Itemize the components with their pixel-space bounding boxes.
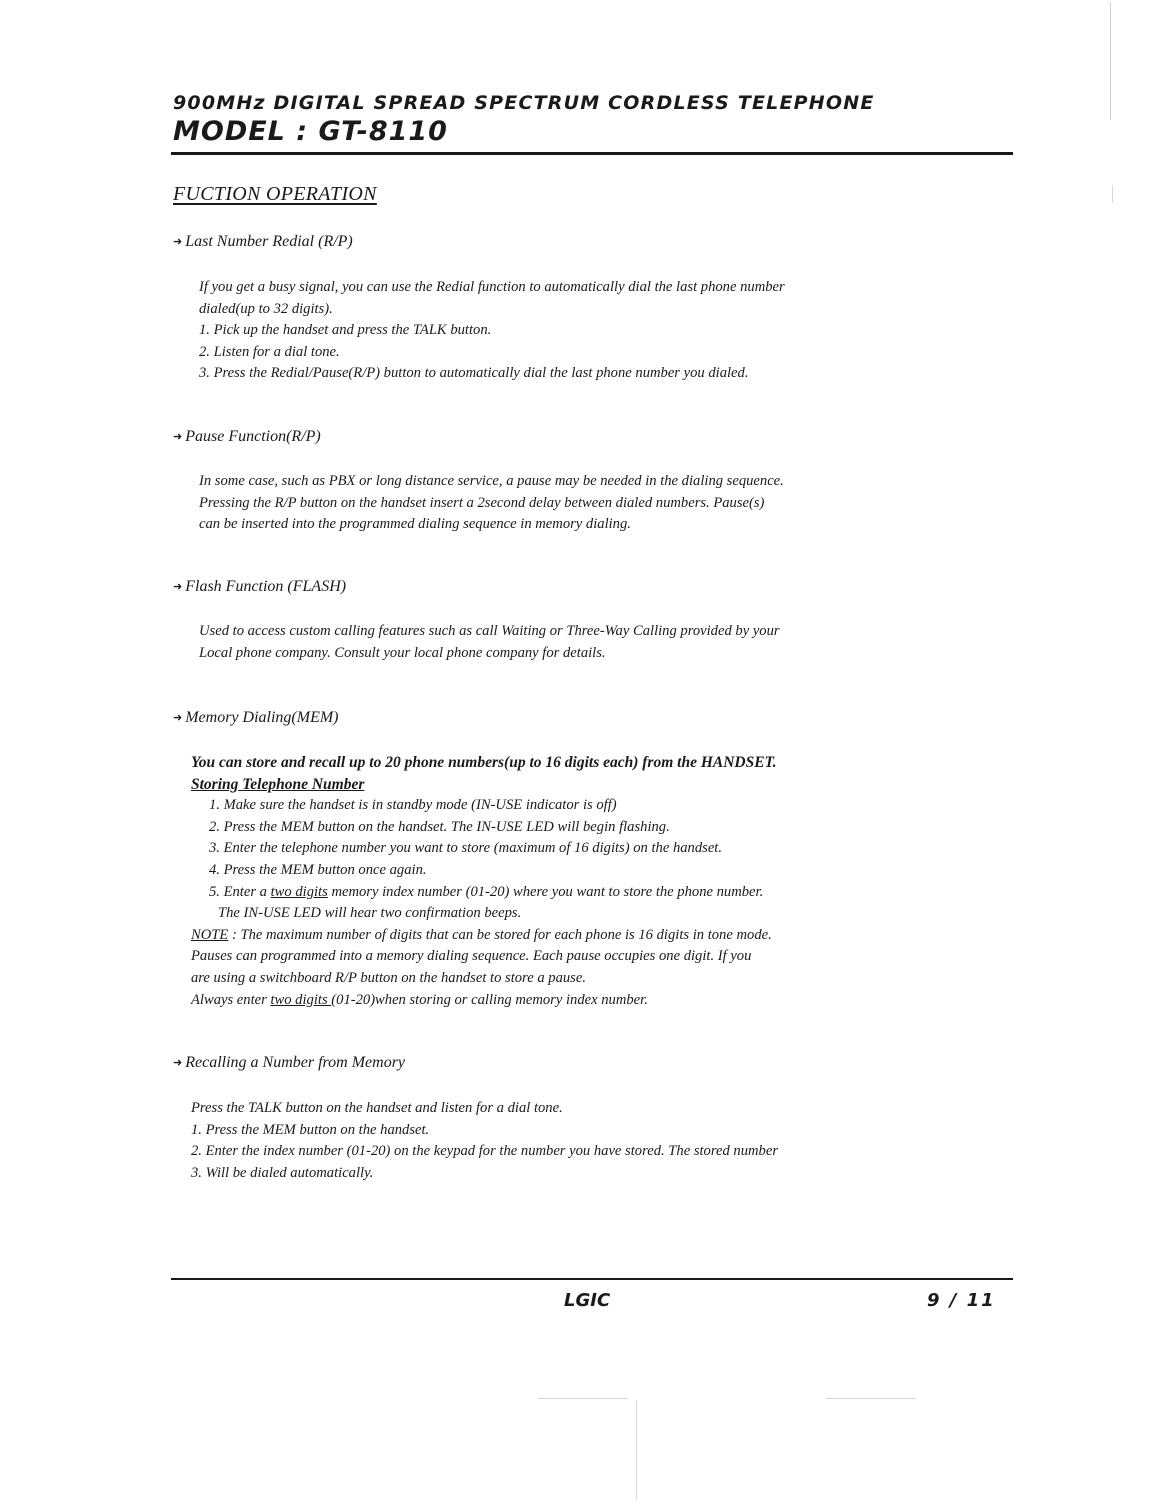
right-arrow-icon: ➜ [173,712,183,724]
memory-step: 2. Press the MEM button on the handset. The IN-USE LED will begin flashing. [209,818,670,835]
memory-always-note: Always enter two digits (01-20)when storing or calling memory index number. [191,991,648,1008]
recall-line: 3. Will be dialed automatically. [191,1164,374,1181]
heading-recall: ➜ Recalling a Number from Memory [173,1054,406,1071]
model-title: MODEL : GT-8110 [173,116,448,147]
recall-line: Press the TALK button on the handset and listen for a dial tone. [191,1100,563,1116]
memory-note-line: Pauses can programmed into a memory dialing sequence. Each pause occupies one digit. If you [191,948,752,965]
heading-redial: ➜ Last Number Redial (R/P) [173,233,353,250]
redial-body [199,277,785,385]
flash-line: Used to access custom calling features such as call Waiting or Three-Way Calling provided by your [199,623,780,639]
scan-speck [538,1398,628,1399]
product-title: 900MHz DIGITAL SPREAD SPECTRUM CORDLESS TELEPHONE [173,92,875,114]
storing-subheading: Storing Telephone Number [191,775,365,793]
footer-brand: LGIC [564,1290,611,1311]
redial-line: If you get a busy signal, you can use the Redial function to automatically dial the last phone number [199,279,785,295]
redial-line: 1. Pick up the handset and press the TALK button. [199,322,492,339]
memory-body [191,752,776,1011]
scan-speck [826,1398,916,1399]
header-rule [171,152,1013,155]
page-number: 9 / 11 [927,1290,996,1311]
right-arrow-icon: ➜ [173,1057,183,1069]
redial-line: 2. Listen for a dial tone. [199,343,340,360]
recall-line: 1. Press the MEM button on the handset. [191,1121,430,1138]
flash-line: Local phone company. Consult your local phone company for details. [199,644,606,661]
section-title: FUCTION OPERATION [173,183,377,205]
pause-body [199,471,784,536]
scan-speck [1110,2,1111,120]
recall-body [191,1098,778,1184]
heading-flash: ➜ Flash Function (FLASH) [173,578,347,595]
right-arrow-icon: ➜ [173,236,183,248]
redial-line: dialed(up to 32 digits). [199,300,333,317]
memory-step-continuation: The IN-USE LED will hear two confirmation beeps. [218,905,522,922]
pause-line: In some case, such as PBX or long distance service, a pause may be needed in the dialing sequence. [199,473,784,489]
scan-speck [636,1400,637,1500]
flash-body [199,621,780,664]
memory-note-line: are using a switchboard R/P button on the handset to store a pause. [191,969,586,986]
memory-note: NOTE : The maximum number of digits that can be stored for each phone is 16 digits in tone mode. [191,926,772,943]
heading-memory: ➜ Memory Dialing(MEM) [173,709,339,726]
memory-step: 3. Enter the telephone number you want to store (maximum of 16 digits) on the handset. [209,840,723,857]
pause-line: Pressing the R/P button on the handset insert a 2second delay between dialed numbers. Pause(s) [199,494,765,511]
memory-step: 5. Enter a two digits memory index number (01-20) where you want to store the phone number. [209,883,764,900]
footer-rule [171,1278,1013,1280]
scan-speck [1112,185,1113,203]
memory-step: 1. Make sure the handset is in standby mode (IN-USE indicator is off) [209,797,617,814]
memory-intro: You can store and recall up to 20 phone numbers(up to 16 digits each) from the HANDSET. [191,754,777,771]
recall-line: 2. Enter the index number (01-20) on the keypad for the number you have stored. The stored number [191,1143,778,1160]
memory-step: 4. Press the MEM button once again. [209,861,427,878]
right-arrow-icon: ➜ [173,431,183,443]
redial-line: 3. Press the Redial/Pause(R/P) button to automatically dial the last phone number you dialed. [199,365,749,382]
heading-pause: ➜ Pause Function(R/P) [173,428,321,445]
right-arrow-icon: ➜ [173,581,183,593]
pause-line: can be inserted into the programmed dialing sequence in memory dialing. [199,516,631,533]
